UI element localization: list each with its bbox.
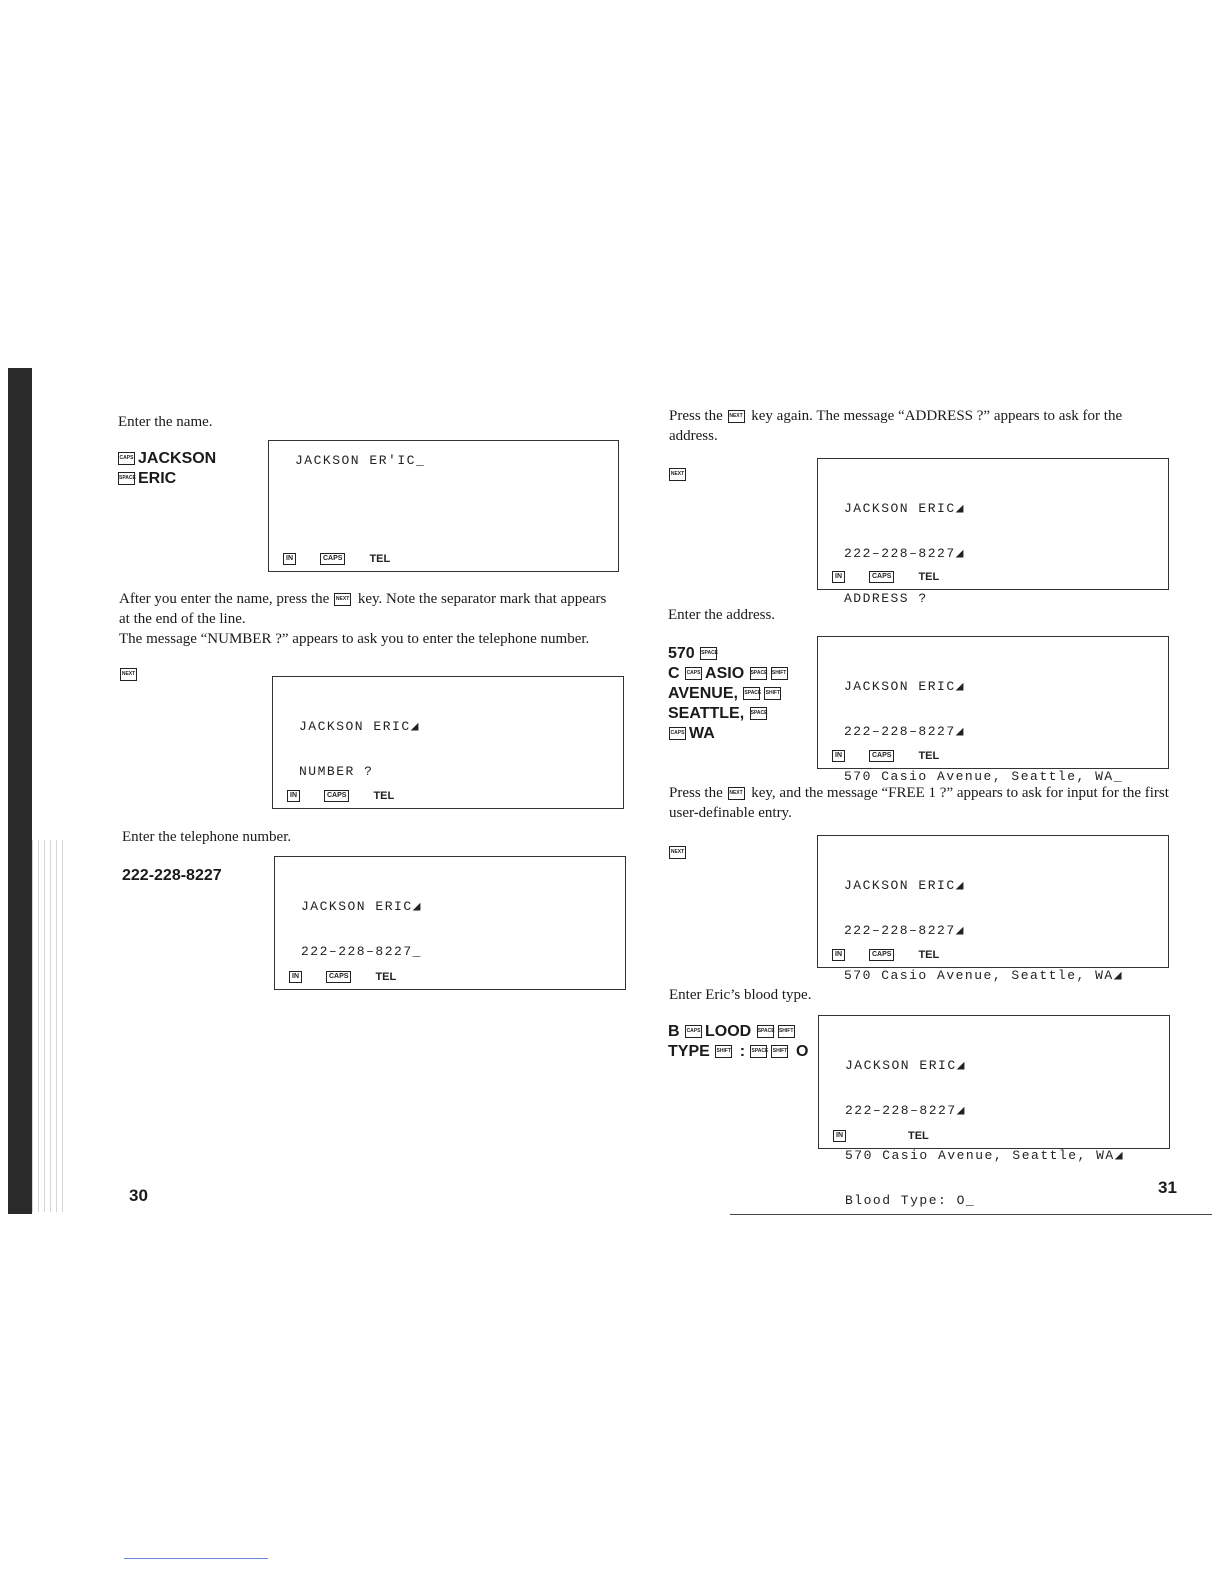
lcd-screen-number bbox=[272, 676, 624, 809]
lcd-screen-address bbox=[817, 636, 1169, 784]
shift-key-icon: SHIFT bbox=[715, 1045, 732, 1058]
keystroke-avenue: AVENUE, SPACE SHIFT bbox=[668, 685, 781, 702]
lcd-lines: JACKSON ERIC◢ 222–228–8227_ bbox=[301, 899, 422, 959]
keystroke-570: 570 SPACE bbox=[668, 645, 719, 662]
keystroke-blood: B CAPS LOOD SPACE SHIFT bbox=[668, 1023, 794, 1040]
page-number-right: 31 bbox=[1158, 1178, 1177, 1197]
caps-indicator-icon: CAPS bbox=[869, 949, 894, 961]
binding-scan-marks bbox=[32, 840, 66, 1212]
lcd-status-bar bbox=[832, 750, 939, 762]
paragraph-press-again: Press the NEXT key again. The message “ADDRESS ?” appears to ask for the address. bbox=[669, 408, 1123, 444]
lcd-lines: JACKSON ER'IC_ bbox=[295, 453, 426, 468]
next-key-icon: NEXT bbox=[728, 410, 745, 423]
instruction-enter-blood-type: Enter Eric’s blood type. bbox=[669, 987, 812, 1003]
caps-indicator-icon: CAPS bbox=[326, 971, 351, 983]
paragraph-free-entry: Press the NEXT key, and the message “FREE 1 ?” appears to ask for input for the first user-definable entry. bbox=[669, 785, 1169, 821]
shift-key-icon: SHIFT bbox=[778, 1025, 795, 1038]
lcd-screen-telephone bbox=[274, 856, 626, 990]
binding-edge bbox=[8, 368, 32, 1214]
keystroke-seattle: SEATTLE, SPACE bbox=[668, 705, 768, 722]
next-key-icon: NEXT bbox=[669, 846, 686, 859]
lcd-lines: JACKSON ERIC◢ 222–228–8227◢ ADDRESS ? bbox=[844, 501, 965, 606]
lcd-lines: JACKSON ERIC◢ 222–228–8227◢ 570 Casio Avenue, Seattle, WA_ bbox=[844, 679, 1124, 784]
caps-key-icon: CAPS bbox=[669, 727, 686, 740]
caps-indicator-icon: CAPS bbox=[324, 790, 349, 802]
lcd-lines: JACKSON ERIC◢ NUMBER ? bbox=[299, 719, 420, 779]
in-indicator-icon: IN bbox=[833, 1130, 846, 1142]
caps-indicator-icon: CAPS bbox=[320, 553, 345, 565]
in-indicator-icon: IN bbox=[287, 790, 300, 802]
tel-mode-label: TEL bbox=[918, 750, 940, 762]
lcd-status-bar bbox=[832, 949, 939, 961]
space-key-icon: SPACE bbox=[118, 472, 135, 485]
space-key-icon: SPACE bbox=[700, 647, 717, 660]
in-indicator-icon: IN bbox=[289, 971, 302, 983]
next-key-icon: NEXT bbox=[669, 468, 686, 481]
keystroke-casio: C CAPS ASIO SPACE SHIFT bbox=[668, 665, 787, 682]
tel-mode-label: TEL bbox=[369, 553, 391, 565]
caps-indicator-icon: CAPS bbox=[869, 571, 894, 583]
space-key-icon: SPACE bbox=[750, 1045, 767, 1058]
shift-key-icon: SHIFT bbox=[764, 687, 781, 700]
space-key-icon: SPACE bbox=[757, 1025, 774, 1038]
lcd-screen-free bbox=[817, 835, 1169, 983]
shift-key-icon: SHIFT bbox=[771, 667, 788, 680]
keystroke-wa: CAPS WA bbox=[670, 725, 715, 742]
caps-key-icon: CAPS bbox=[685, 1025, 702, 1038]
lcd-status-bar bbox=[832, 571, 939, 583]
keystroke-next bbox=[668, 843, 689, 863]
next-key-icon: NEXT bbox=[334, 593, 351, 606]
keystroke-jackson: CAPS JACKSON bbox=[119, 450, 217, 467]
lcd-status-bar bbox=[289, 971, 396, 983]
keystroke-telephone: 222-228-8227 bbox=[122, 867, 222, 884]
lcd-status-bar bbox=[833, 1130, 929, 1142]
next-key-icon: NEXT bbox=[728, 787, 745, 800]
lcd-status-bar bbox=[283, 553, 390, 565]
tel-mode-label: TEL bbox=[908, 1130, 929, 1142]
space-key-icon: SPACE bbox=[750, 707, 767, 720]
instruction-enter-address: Enter the address. bbox=[668, 607, 776, 623]
caps-key-icon: CAPS bbox=[685, 667, 702, 680]
paragraph-after-name: After you enter the name, press the NEXT key. Note the separator mark that appears at the end of the line. bbox=[119, 591, 607, 627]
shift-key-icon: SHIFT bbox=[771, 1045, 788, 1058]
instruction-enter-telephone: Enter the telephone number. bbox=[122, 829, 292, 845]
lcd-screen-address-prompt bbox=[817, 458, 1169, 606]
tel-mode-label: TEL bbox=[375, 971, 397, 983]
paragraph-number-message: The message “NUMBER ?” appears to ask you to enter the telephone number. bbox=[119, 631, 590, 647]
in-indicator-icon: IN bbox=[832, 571, 845, 583]
tel-mode-label: TEL bbox=[373, 790, 395, 802]
tel-mode-label: TEL bbox=[918, 571, 940, 583]
caps-key-icon: CAPS bbox=[118, 452, 135, 465]
in-indicator-icon: IN bbox=[832, 750, 845, 762]
keystroke-eric: SPACE ERIC bbox=[119, 470, 177, 487]
keystroke-next bbox=[668, 465, 689, 485]
bottom-link-rule bbox=[124, 1558, 268, 1559]
space-key-icon: SPACE bbox=[743, 687, 760, 700]
lcd-lines: JACKSON ERIC◢ 222–228–8227◢ 570 Casio Avenue, Seattle, WA◢ Blood Type: O_ bbox=[845, 1058, 1125, 1208]
page-number-left: 30 bbox=[129, 1186, 148, 1205]
caps-indicator-icon: CAPS bbox=[869, 750, 894, 762]
in-indicator-icon: IN bbox=[283, 553, 296, 565]
lcd-status-bar bbox=[287, 790, 394, 802]
in-indicator-icon: IN bbox=[832, 949, 845, 961]
bottom-rule bbox=[730, 1214, 1212, 1215]
keystroke-next bbox=[119, 665, 140, 685]
space-key-icon: SPACE bbox=[750, 667, 767, 680]
tel-mode-label: TEL bbox=[918, 949, 940, 961]
instruction-enter-name: Enter the name. bbox=[118, 414, 213, 430]
lcd-lines: JACKSON ERIC◢ 222–228–8227◢ 570 Casio Avenue, Seattle, WA◢ bbox=[844, 878, 1124, 983]
lcd-screen-name bbox=[268, 440, 619, 572]
next-key-icon: NEXT bbox=[120, 668, 137, 681]
keystroke-type: TYPE SHIFT : SPACE SHIFT O bbox=[668, 1043, 809, 1060]
